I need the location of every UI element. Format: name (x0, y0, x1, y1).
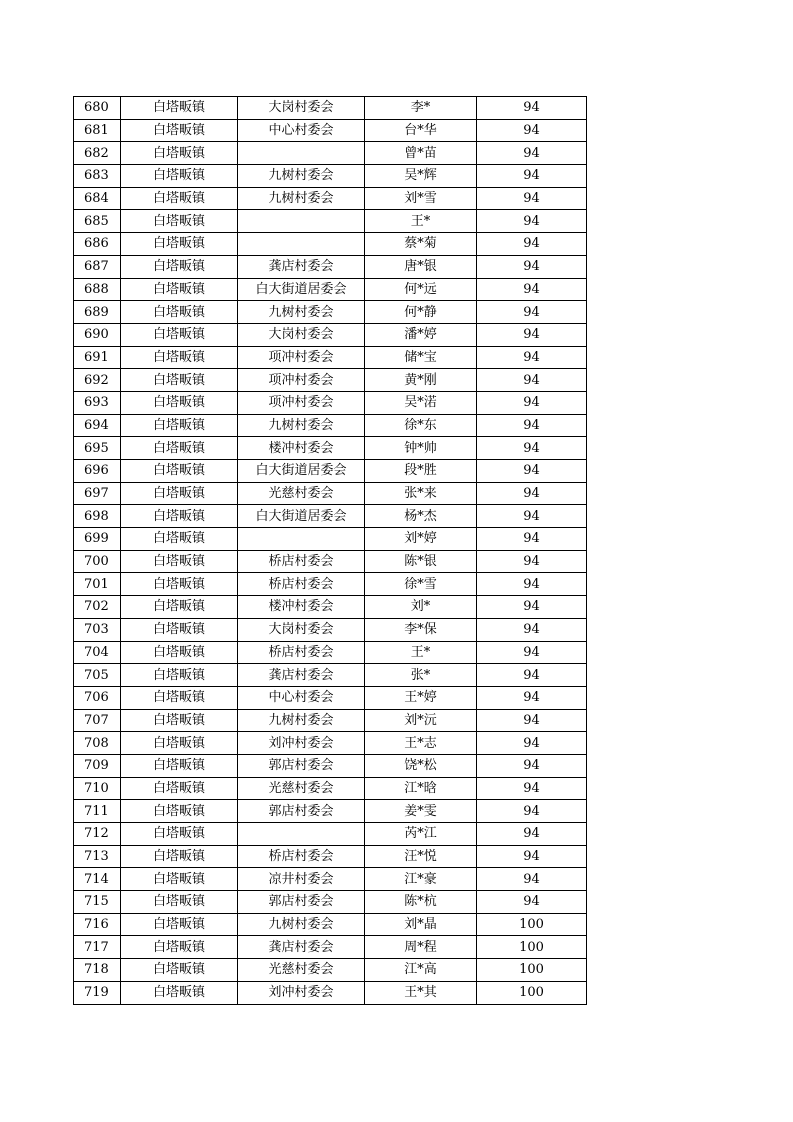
score-cell: 94 (477, 709, 587, 732)
row-number-cell: 710 (74, 777, 121, 800)
name-cell: 江*豪 (365, 868, 477, 891)
committee-cell: 光慈村委会 (238, 959, 365, 982)
row-number-cell: 702 (74, 596, 121, 619)
town-cell: 白塔畈镇 (121, 732, 238, 755)
committee-cell (238, 142, 365, 165)
row-number-cell: 696 (74, 460, 121, 483)
score-cell: 100 (477, 981, 587, 1004)
row-number-cell: 719 (74, 981, 121, 1004)
town-cell: 白塔畈镇 (121, 528, 238, 551)
row-number-cell: 695 (74, 437, 121, 460)
score-cell: 94 (477, 301, 587, 324)
name-cell: 曾*苗 (365, 142, 477, 165)
town-cell: 白塔畈镇 (121, 278, 238, 301)
name-cell: 汪*悦 (365, 845, 477, 868)
score-cell: 94 (477, 323, 587, 346)
score-cell: 94 (477, 573, 587, 596)
row-number-cell: 712 (74, 823, 121, 846)
name-cell: 刘*晶 (365, 913, 477, 936)
table-row (74, 323, 587, 346)
town-cell: 白塔畈镇 (121, 165, 238, 188)
score-cell: 94 (477, 210, 587, 233)
row-number-cell: 683 (74, 165, 121, 188)
committee-cell: 龚店村委会 (238, 255, 365, 278)
committee-cell: 中心村委会 (238, 686, 365, 709)
score-cell: 94 (477, 142, 587, 165)
town-cell: 白塔畈镇 (121, 845, 238, 868)
row-number-cell: 717 (74, 936, 121, 959)
town-cell: 白塔畈镇 (121, 391, 238, 414)
score-cell: 94 (477, 165, 587, 188)
data-table (73, 96, 587, 1005)
town-cell: 白塔畈镇 (121, 550, 238, 573)
score-cell: 94 (477, 187, 587, 210)
name-cell: 李* (365, 97, 477, 120)
town-cell: 白塔畈镇 (121, 800, 238, 823)
table-row (74, 732, 587, 755)
name-cell: 徐*雪 (365, 573, 477, 596)
town-cell: 白塔畈镇 (121, 686, 238, 709)
committee-cell: 光慈村委会 (238, 777, 365, 800)
table-row (74, 346, 587, 369)
score-cell: 100 (477, 913, 587, 936)
town-cell: 白塔畈镇 (121, 891, 238, 914)
town-cell: 白塔畈镇 (121, 301, 238, 324)
committee-cell: 凉井村委会 (238, 868, 365, 891)
score-cell: 94 (477, 255, 587, 278)
score-cell: 94 (477, 391, 587, 414)
score-cell: 94 (477, 278, 587, 301)
town-cell: 白塔畈镇 (121, 823, 238, 846)
table-row (74, 936, 587, 959)
table-row (74, 573, 587, 596)
table-row (74, 165, 587, 188)
town-cell: 白塔畈镇 (121, 482, 238, 505)
table-row (74, 482, 587, 505)
score-cell: 100 (477, 936, 587, 959)
name-cell: 刘* (365, 596, 477, 619)
row-number-cell: 686 (74, 233, 121, 256)
row-number-cell: 693 (74, 391, 121, 414)
committee-cell: 龚店村委会 (238, 664, 365, 687)
committee-cell: 刘冲村委会 (238, 981, 365, 1004)
town-cell: 白塔畈镇 (121, 369, 238, 392)
row-number-cell: 697 (74, 482, 121, 505)
town-cell: 白塔畈镇 (121, 323, 238, 346)
score-cell: 94 (477, 823, 587, 846)
score-cell: 94 (477, 482, 587, 505)
row-number-cell: 704 (74, 641, 121, 664)
committee-cell: 白大街道居委会 (238, 460, 365, 483)
table-row (74, 210, 587, 233)
committee-cell: 郭店村委会 (238, 800, 365, 823)
committee-cell: 桥店村委会 (238, 550, 365, 573)
table-row (74, 891, 587, 914)
town-cell: 白塔畈镇 (121, 777, 238, 800)
row-number-cell: 694 (74, 414, 121, 437)
score-cell: 94 (477, 754, 587, 777)
table-row (74, 981, 587, 1004)
score-cell: 94 (477, 845, 587, 868)
committee-cell (238, 528, 365, 551)
score-cell: 94 (477, 460, 587, 483)
name-cell: 芮*江 (365, 823, 477, 846)
name-cell: 陈*杭 (365, 891, 477, 914)
score-cell: 94 (477, 505, 587, 528)
name-cell: 徐*东 (365, 414, 477, 437)
name-cell: 王* (365, 210, 477, 233)
committee-cell (238, 233, 365, 256)
name-cell: 周*程 (365, 936, 477, 959)
table-row (74, 550, 587, 573)
committee-cell: 郭店村委会 (238, 891, 365, 914)
name-cell: 王*其 (365, 981, 477, 1004)
score-cell: 94 (477, 119, 587, 142)
town-cell: 白塔畈镇 (121, 414, 238, 437)
score-cell: 94 (477, 641, 587, 664)
town-cell: 白塔畈镇 (121, 255, 238, 278)
row-number-cell: 713 (74, 845, 121, 868)
town-cell: 白塔畈镇 (121, 754, 238, 777)
town-cell: 白塔畈镇 (121, 460, 238, 483)
town-cell: 白塔畈镇 (121, 959, 238, 982)
town-cell: 白塔畈镇 (121, 119, 238, 142)
committee-cell: 九树村委会 (238, 165, 365, 188)
table-row (74, 97, 587, 120)
town-cell: 白塔畈镇 (121, 618, 238, 641)
name-cell: 段*胜 (365, 460, 477, 483)
table-row (74, 618, 587, 641)
score-cell: 94 (477, 528, 587, 551)
row-number-cell: 700 (74, 550, 121, 573)
table-row (74, 845, 587, 868)
row-number-cell: 707 (74, 709, 121, 732)
score-cell: 94 (477, 550, 587, 573)
table-row (74, 959, 587, 982)
town-cell: 白塔畈镇 (121, 641, 238, 664)
row-number-cell: 691 (74, 346, 121, 369)
table-row (74, 301, 587, 324)
name-cell: 唐*银 (365, 255, 477, 278)
town-cell: 白塔畈镇 (121, 664, 238, 687)
table-row (74, 255, 587, 278)
name-cell: 吴*辉 (365, 165, 477, 188)
committee-cell (238, 210, 365, 233)
row-number-cell: 716 (74, 913, 121, 936)
committee-cell: 楼冲村委会 (238, 596, 365, 619)
committee-cell: 九树村委会 (238, 709, 365, 732)
row-number-cell: 711 (74, 800, 121, 823)
score-cell: 94 (477, 686, 587, 709)
score-cell: 94 (477, 346, 587, 369)
town-cell: 白塔畈镇 (121, 913, 238, 936)
score-cell: 94 (477, 97, 587, 120)
committee-cell: 桥店村委会 (238, 845, 365, 868)
row-number-cell: 680 (74, 97, 121, 120)
committee-cell: 项冲村委会 (238, 346, 365, 369)
score-cell: 94 (477, 414, 587, 437)
committee-cell: 龚店村委会 (238, 936, 365, 959)
town-cell: 白塔畈镇 (121, 868, 238, 891)
name-cell: 刘*雪 (365, 187, 477, 210)
committee-cell: 刘冲村委会 (238, 732, 365, 755)
name-cell: 李*保 (365, 618, 477, 641)
row-number-cell: 709 (74, 754, 121, 777)
committee-cell: 楼冲村委会 (238, 437, 365, 460)
name-cell: 王*志 (365, 732, 477, 755)
committee-cell: 白大街道居委会 (238, 278, 365, 301)
committee-cell: 项冲村委会 (238, 369, 365, 392)
table-row (74, 142, 587, 165)
name-cell: 储*宝 (365, 346, 477, 369)
committee-cell: 大岗村委会 (238, 97, 365, 120)
score-cell: 94 (477, 868, 587, 891)
committee-cell: 光慈村委会 (238, 482, 365, 505)
table-row (74, 868, 587, 891)
name-cell: 姜*雯 (365, 800, 477, 823)
name-cell: 杨*杰 (365, 505, 477, 528)
committee-cell: 中心村委会 (238, 119, 365, 142)
row-number-cell: 698 (74, 505, 121, 528)
name-cell: 江*晗 (365, 777, 477, 800)
town-cell: 白塔畈镇 (121, 346, 238, 369)
town-cell: 白塔畈镇 (121, 142, 238, 165)
name-cell: 蔡*菊 (365, 233, 477, 256)
score-cell: 94 (477, 596, 587, 619)
name-cell: 何*远 (365, 278, 477, 301)
score-cell: 100 (477, 959, 587, 982)
committee-cell: 九树村委会 (238, 301, 365, 324)
table-row (74, 233, 587, 256)
name-cell: 吴*渃 (365, 391, 477, 414)
row-number-cell: 705 (74, 664, 121, 687)
row-number-cell: 714 (74, 868, 121, 891)
table-row (74, 777, 587, 800)
committee-cell: 白大街道居委会 (238, 505, 365, 528)
name-cell: 王*婷 (365, 686, 477, 709)
row-number-cell: 699 (74, 528, 121, 551)
table-row (74, 664, 587, 687)
table-row (74, 800, 587, 823)
row-number-cell: 701 (74, 573, 121, 596)
row-number-cell: 688 (74, 278, 121, 301)
table-row (74, 278, 587, 301)
table-row (74, 528, 587, 551)
table-row (74, 641, 587, 664)
committee-cell: 九树村委会 (238, 414, 365, 437)
table-body (74, 97, 587, 1005)
score-cell: 94 (477, 437, 587, 460)
row-number-cell: 690 (74, 323, 121, 346)
score-cell: 94 (477, 369, 587, 392)
score-cell: 94 (477, 800, 587, 823)
table-row (74, 686, 587, 709)
town-cell: 白塔畈镇 (121, 981, 238, 1004)
table-row (74, 505, 587, 528)
name-cell: 陈*银 (365, 550, 477, 573)
table-row (74, 596, 587, 619)
committee-cell (238, 823, 365, 846)
row-number-cell: 684 (74, 187, 121, 210)
score-cell: 94 (477, 777, 587, 800)
committee-cell: 桥店村委会 (238, 641, 365, 664)
name-cell: 钟*帅 (365, 437, 477, 460)
row-number-cell: 681 (74, 119, 121, 142)
name-cell: 张*来 (365, 482, 477, 505)
name-cell: 台*华 (365, 119, 477, 142)
row-number-cell: 689 (74, 301, 121, 324)
name-cell: 饶*松 (365, 754, 477, 777)
committee-cell: 九树村委会 (238, 913, 365, 936)
row-number-cell: 715 (74, 891, 121, 914)
table-row (74, 823, 587, 846)
town-cell: 白塔畈镇 (121, 709, 238, 732)
name-cell: 张* (365, 664, 477, 687)
committee-cell: 项冲村委会 (238, 391, 365, 414)
name-cell: 刘*婷 (365, 528, 477, 551)
row-number-cell: 685 (74, 210, 121, 233)
row-number-cell: 682 (74, 142, 121, 165)
name-cell: 何*静 (365, 301, 477, 324)
row-number-cell: 708 (74, 732, 121, 755)
committee-cell: 大岗村委会 (238, 323, 365, 346)
row-number-cell: 706 (74, 686, 121, 709)
table-row (74, 913, 587, 936)
town-cell: 白塔畈镇 (121, 187, 238, 210)
score-cell: 94 (477, 891, 587, 914)
row-number-cell: 703 (74, 618, 121, 641)
score-cell: 94 (477, 664, 587, 687)
row-number-cell: 718 (74, 959, 121, 982)
committee-cell: 桥店村委会 (238, 573, 365, 596)
table-row (74, 391, 587, 414)
town-cell: 白塔畈镇 (121, 97, 238, 120)
table-row (74, 119, 587, 142)
town-cell: 白塔畈镇 (121, 573, 238, 596)
table-row (74, 414, 587, 437)
row-number-cell: 687 (74, 255, 121, 278)
name-cell: 黄*刚 (365, 369, 477, 392)
name-cell: 王* (365, 641, 477, 664)
committee-cell: 郭店村委会 (238, 754, 365, 777)
town-cell: 白塔畈镇 (121, 437, 238, 460)
score-cell: 94 (477, 618, 587, 641)
table-row (74, 369, 587, 392)
score-cell: 94 (477, 233, 587, 256)
town-cell: 白塔畈镇 (121, 505, 238, 528)
score-cell: 94 (477, 732, 587, 755)
table-row (74, 460, 587, 483)
row-number-cell: 692 (74, 369, 121, 392)
town-cell: 白塔畈镇 (121, 233, 238, 256)
table-row (74, 754, 587, 777)
name-cell: 刘*沅 (365, 709, 477, 732)
town-cell: 白塔畈镇 (121, 936, 238, 959)
table-row (74, 709, 587, 732)
table-row (74, 437, 587, 460)
town-cell: 白塔畈镇 (121, 210, 238, 233)
table-row (74, 187, 587, 210)
name-cell: 江*高 (365, 959, 477, 982)
committee-cell: 大岗村委会 (238, 618, 365, 641)
town-cell: 白塔畈镇 (121, 596, 238, 619)
committee-cell: 九树村委会 (238, 187, 365, 210)
name-cell: 潘*婷 (365, 323, 477, 346)
